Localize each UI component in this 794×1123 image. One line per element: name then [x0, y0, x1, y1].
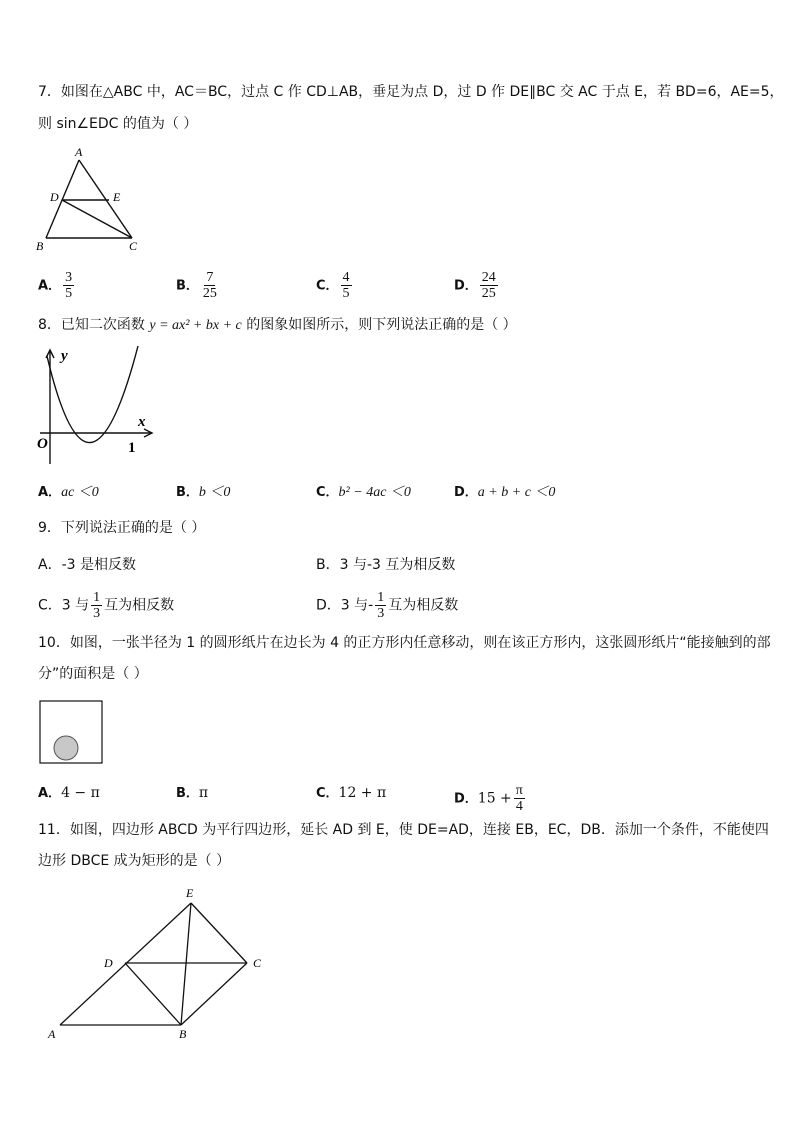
q8-parabola-figure — [34, 344, 164, 468]
q8-label-origin: O — [37, 436, 48, 452]
q8-label-y: y — [61, 348, 68, 364]
q7-side-ac — [79, 160, 132, 238]
q8-label-one: 1 — [128, 440, 136, 456]
q9-option-d[interactable]: D．3 与- $\frac{1}{3}$ 互为相反数 — [316, 590, 459, 621]
q9-stem: 9．下列说法正确的是（ ） — [38, 520, 206, 536]
q10-option-a[interactable]: A．4 − π — [38, 785, 100, 801]
q8-option-c[interactable]: C．b² − 4ac ＜0 — [316, 485, 411, 500]
q10-option-b[interactable]: B．π — [176, 785, 209, 801]
q10-circle — [54, 736, 78, 760]
q7-option-d[interactable]: D． $\frac{24}{25}$ — [454, 270, 496, 301]
q10-square-circle-figure — [38, 699, 104, 765]
q11-parallelogram-figure — [40, 882, 280, 1044]
q7-triangle-figure — [34, 144, 146, 254]
q7-option-a[interactable]: A． $\frac{3}{5}$ — [38, 270, 73, 301]
q8-formula: y = ax² + bx + c — [149, 318, 242, 333]
q7-label-d: D — [50, 190, 59, 204]
q11-label-b: B — [179, 1027, 187, 1041]
q9-option-b[interactable]: B．3 与-3 互为相反数 — [316, 557, 456, 573]
q10-option-d[interactable]: D．15 + $\frac{\pi}{4}$ — [454, 783, 523, 814]
q10-stem-line2: 分”的面积是（ ） — [38, 666, 148, 682]
q8-label-x: x — [138, 414, 146, 430]
q11-label-c: C — [253, 956, 262, 970]
q7-stem-line2: 则 sin∠EDC 的值为（ ） — [38, 116, 198, 132]
q8-stem: 8．已知二次函数 y = ax² + bx + c 的图象如图所示，则下列说法正确的是（ ） — [38, 317, 517, 333]
q9-option-a[interactable]: A．-3 是相反数 — [38, 557, 136, 573]
q7-option-b[interactable]: B． $\frac{7}{25}$ — [176, 270, 217, 301]
q7-label-e: E — [113, 190, 121, 204]
q11-segment-eb — [181, 903, 191, 1025]
q8-option-d[interactable]: D．a + b + c ＜0 — [454, 485, 556, 500]
q7-stem-line1: 7．如图在△ABC 中，AC＝BC，过点 C 作 CD⊥AB，垂足为点 D，过 D 作 DE∥BC 交 AC 于点 E，若 BD=6，AE=5， — [38, 84, 784, 100]
q11-label-e: E — [186, 886, 194, 900]
q11-label-a: A — [48, 1027, 56, 1041]
q9-option-c[interactable]: C．3 与 $\frac{1}{3}$ 互为相反数 — [38, 590, 175, 621]
q11-segment-ec — [191, 903, 247, 963]
q7-label-c: C — [129, 239, 138, 253]
q10-stem-line1: 10．如图，一张半径为 1 的圆形纸片在边长为 4 的正方形内任意移动，则在该正方形内，这张圆形纸片“能接触到的部 — [38, 635, 771, 651]
q7-label-a: A — [75, 145, 83, 159]
q7-label-b: B — [36, 239, 44, 253]
q11-stem-line1: 11．如图，四边形 ABCD 为平行四边形，延长 AD 到 E，使 DE=AD，连接 EB，EC，DB．添加一个条件，不能使四 — [38, 822, 769, 838]
q11-label-d: D — [104, 956, 113, 970]
q10-option-c[interactable]: C．12 + π — [316, 785, 387, 801]
q8-option-b[interactable]: B．b ＜0 — [176, 485, 231, 500]
q7-segment-dc — [62, 200, 132, 238]
q7-option-c[interactable]: C． $\frac{4}{5}$ — [316, 270, 350, 301]
q11-segment-db — [125, 963, 181, 1025]
q11-stem-line2: 边形 DBCE 成为矩形的是（ ） — [38, 853, 231, 869]
q8-option-a[interactable]: A．ac ＜0 — [38, 485, 99, 500]
q11-segment-bc — [181, 963, 247, 1025]
